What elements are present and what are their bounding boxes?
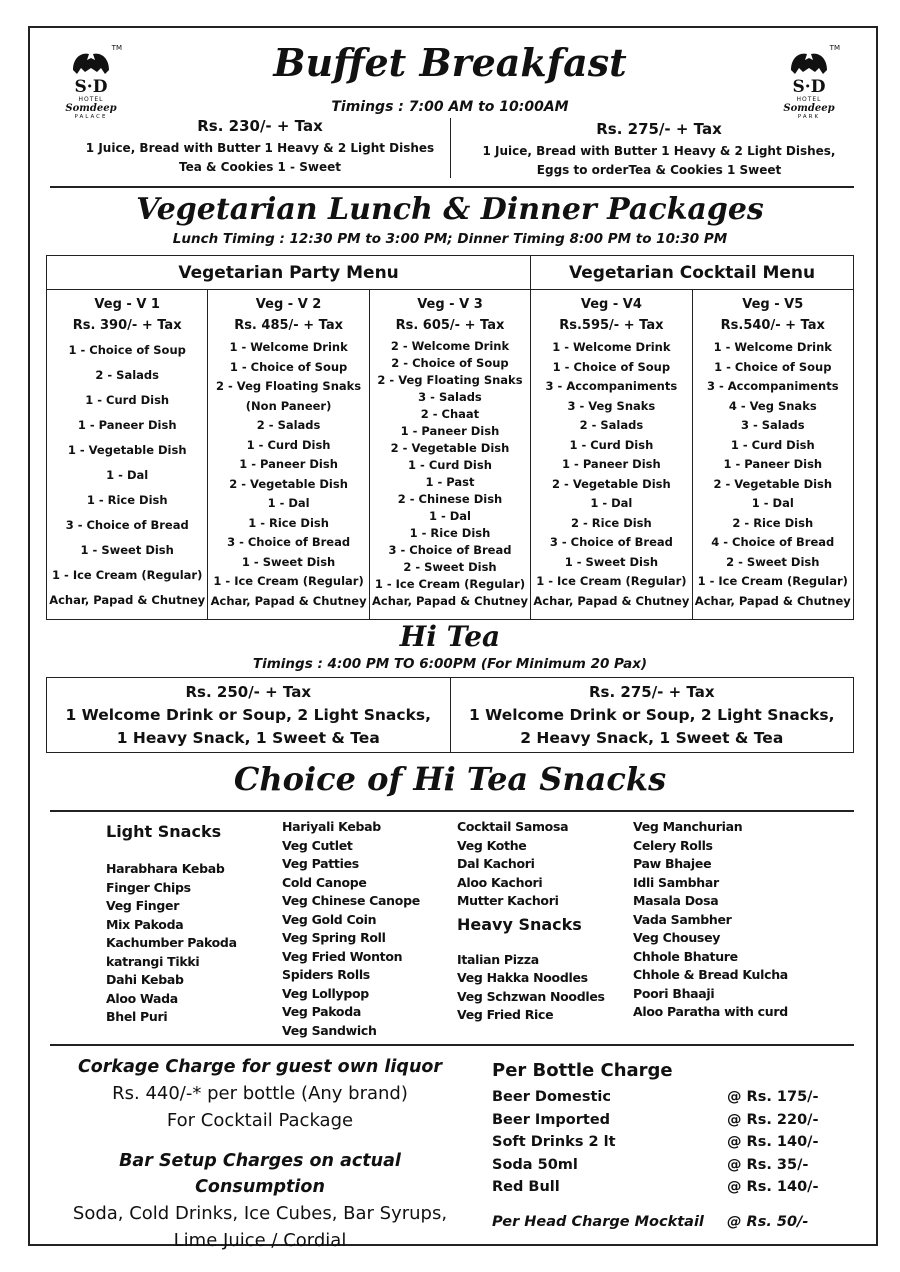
buffet-option-2 <box>462 120 856 180</box>
hi-tea-desc-line: 1 Welcome Drink or Soup, 2 Light Snacks, <box>65 705 431 724</box>
svg-text:S·D: S·D <box>792 77 826 96</box>
section-divider <box>50 186 854 188</box>
package-item: 1 - Welcome Drink <box>713 340 832 354</box>
buffet-price: Rs. 230/- + Tax <box>197 117 323 135</box>
package-item: Achar, Papad & Chutney <box>210 593 367 608</box>
corkage-line: Rs. 440/-* per bottle (Any brand) <box>112 1083 408 1104</box>
package-item: 2 - Vegetable Dish <box>390 441 510 455</box>
bar-setup-line: Soda, Cold Drinks, Ice Cubes, Bar Syrups, <box>72 1203 448 1224</box>
package-item: 2 - Vegetable Dish <box>229 476 348 491</box>
package-item: 1 - Sweet Dish <box>241 554 336 569</box>
snack-list <box>457 951 605 1025</box>
snack-item: Veg Finger <box>106 898 180 913</box>
svg-text:S·D: S·D <box>74 77 108 96</box>
package-item: 2 - Rice Dish <box>732 515 814 530</box>
snack-item: Harabhara Kebab <box>106 861 225 876</box>
package-item: 1 - Sweet Dish <box>564 554 659 569</box>
package-item: 1 - Dal <box>267 496 310 510</box>
snack-item: Veg Fried Wonton <box>282 948 403 964</box>
hi-tea-desc-line: 1 Welcome Drink or Soup, 2 Light Snacks, <box>469 705 835 724</box>
buffet-desc-line: Tea & Cookies 1 - Sweet <box>179 160 341 174</box>
package-item: 4 - Veg Snaks <box>728 398 817 413</box>
package-item: 3 - Veg Snaks <box>567 398 656 413</box>
package-item: 1 - Dal <box>751 496 794 510</box>
party-menu-header: Vegetarian Party Menu <box>47 256 531 290</box>
package-item: 2 - Chinese Dish <box>397 492 503 506</box>
snack-list <box>633 818 788 1022</box>
logo-name: Somdeep <box>65 103 117 114</box>
section-divider <box>50 1044 854 1046</box>
package-item: 1 - Paneer Dish <box>400 424 500 438</box>
package-item: 2 - Rice Dish <box>571 515 652 530</box>
package-items <box>47 338 207 613</box>
bottle-item: Beer Imported <box>492 1111 611 1128</box>
package-v2 <box>208 290 369 620</box>
mocktail-price: @ Rs. 50/- <box>727 1213 809 1230</box>
buffet-price: Rs. 275/- + Tax <box>596 120 722 138</box>
package-price: Rs.540/- + Tax <box>720 318 825 333</box>
bottle-price: @ Rs. 175/- <box>727 1089 819 1105</box>
trademark-mark: TM <box>829 44 840 52</box>
snack-item: Veg Pakoda <box>282 1004 361 1019</box>
package-item: 2 - Vegetable Dish <box>552 476 671 491</box>
package-name: Veg - V 2 <box>255 297 322 312</box>
section-divider <box>50 810 854 812</box>
package-item: 3 - Salads <box>418 390 482 404</box>
package-name: Veg - V5 <box>742 297 804 312</box>
snack-item: Veg Chousey <box>633 930 721 945</box>
trademark-mark: TM <box>111 44 122 52</box>
bottle-row <box>492 1109 852 1132</box>
bottle-item: Beer Domestic <box>492 1089 611 1105</box>
hi-tea-option-2 <box>450 678 854 753</box>
snack-item: Kachumber Pakoda <box>106 935 237 950</box>
bottle-item: Soft Drinks 2 lt <box>492 1134 616 1150</box>
package-item: 1 - Rice Dish <box>409 526 491 540</box>
snack-item: Veg Kothe <box>457 837 527 853</box>
snack-item: Aloo Wada <box>106 990 178 1006</box>
logo-hotel-text: HOTEL <box>796 96 822 103</box>
buffet-desc-line: Eggs to orderTea & Cookies 1 Sweet <box>536 163 782 177</box>
bottle-row <box>492 1154 852 1177</box>
bottle-price: @ Rs. 35/- <box>727 1156 809 1173</box>
snack-item: Veg Schzwan Noodles <box>457 988 605 1004</box>
package-item: 1 - Welcome Drink <box>552 340 671 354</box>
package-item: 3 - Choice of Bread <box>549 535 673 549</box>
package-item: 1 - Curd Dish <box>246 437 331 452</box>
package-price: Rs. 390/- + Tax <box>72 318 182 333</box>
bottle-price: @ Rs. 140/- <box>727 1134 819 1150</box>
snack-item: Veg Spring Roll <box>282 930 386 945</box>
package-price: Rs. 485/- + Tax <box>234 318 343 333</box>
snack-column-2 <box>282 818 420 1040</box>
hi-tea-option-1 <box>47 678 451 753</box>
snack-item: Idli Sambhar <box>633 874 719 890</box>
package-item: 3 - Choice of Bread <box>388 543 512 557</box>
snack-item: Veg Lollypop <box>282 985 369 1001</box>
bar-setup-heading: Bar Setup Charges on actual Consumption <box>119 1151 401 1197</box>
snack-item: Bhel Puri <box>106 1009 168 1024</box>
package-name: Veg - V 3 <box>417 297 483 312</box>
per-bottle-heading: Per Bottle Charge <box>492 1060 673 1081</box>
package-item: 3 - Choice of Bread <box>227 535 351 549</box>
snack-item: Celery Rolls <box>633 837 713 853</box>
package-item: 1 - Dal <box>590 496 633 510</box>
snack-item: Cold Canope <box>282 874 367 890</box>
snack-item: Veg Sandwich <box>282 1022 377 1038</box>
package-item: 2 - Sweet Dish <box>726 554 820 569</box>
veg-menu-table <box>46 255 854 620</box>
snack-item: Poori Bhaaji <box>633 985 715 1001</box>
package-item: 1 - Rice Dish <box>86 493 168 507</box>
snack-item: Chhole Bhature <box>633 948 738 964</box>
package-item: (Non Paneer) <box>245 398 332 413</box>
package-item: 1 - Paneer Dish <box>723 457 823 471</box>
package-item: 2 - Welcome Drink <box>390 339 510 353</box>
package-price: Rs.595/- + Tax <box>559 318 664 333</box>
package-item: 1 - Choice of Soup <box>229 359 348 374</box>
package-item: 1 - Paneer Dish <box>77 418 177 432</box>
package-item: 2 - Salads <box>256 418 321 432</box>
snacks-title: Choice of Hi Tea Snacks <box>233 760 667 798</box>
bottle-row <box>492 1086 852 1109</box>
snack-item: Mix Pakoda <box>106 916 184 932</box>
veg-timing: Lunch Timing : 12:30 PM to 3:00 PM; Dinner Timing 8:00 PM to 10:30 PM <box>172 231 728 247</box>
heavy-snacks-heading: Heavy Snacks <box>457 914 582 934</box>
mocktail-row <box>492 1211 852 1234</box>
package-v5 <box>692 290 853 620</box>
snack-item: katrangi Tikki <box>106 953 200 969</box>
package-item: 3 - Salads <box>740 418 805 432</box>
package-item: 2 - Sweet Dish <box>403 560 497 574</box>
package-item: 1 - Sweet Dish <box>80 543 174 557</box>
package-items <box>693 338 853 611</box>
snack-item: Veg Fried Rice <box>457 1007 554 1022</box>
snack-item: Aloo Kachori <box>457 874 543 890</box>
bottle-item: Soda 50ml <box>492 1156 578 1173</box>
package-item: 1 - Ice Cream (Regular) <box>213 574 364 588</box>
buffet-title: Buffet Breakfast <box>273 40 627 85</box>
package-item: Achar, Papad & Chutney <box>533 593 690 608</box>
logo-sub: PALACE <box>74 114 108 120</box>
package-item: 3 - Accompaniments <box>706 379 839 393</box>
logo-sub: PARK <box>797 114 821 120</box>
snack-item: Veg Hakka Noodles <box>457 970 588 985</box>
package-item: 1 - Past <box>425 475 475 489</box>
buffet-desc-line: 1 Juice, Bread with Butter 1 Heavy & 2 Light Dishes, <box>482 144 836 158</box>
snack-item: Finger Chips <box>106 879 191 895</box>
snack-column-1 <box>106 818 237 1027</box>
package-item: 1 - Curd Dish <box>730 437 815 452</box>
snack-item: Chhole & Bread Kulcha <box>633 967 788 982</box>
logo-hotel-text: HOTEL <box>78 96 104 103</box>
snack-item: Veg Cutlet <box>282 837 353 853</box>
snack-item: Hariyali Kebab <box>282 819 381 834</box>
hi-tea-table <box>46 677 854 753</box>
package-items <box>370 338 530 610</box>
package-item: Achar, Papad & Chutney <box>372 594 528 608</box>
package-items <box>531 338 691 611</box>
package-item: 3 - Accompaniments <box>545 379 678 393</box>
mocktail-item: Per Head Charge Mocktail <box>492 1213 704 1230</box>
corkage-heading: Corkage Charge for guest own liquor <box>77 1057 443 1077</box>
hi-tea-price: Rs. 250/- + Tax <box>185 682 312 701</box>
bottle-row <box>492 1176 852 1199</box>
snack-item: Paw Bhajee <box>633 856 712 871</box>
bottle-price: @ Rs. 140/- <box>727 1179 819 1195</box>
package-item: 2 - Salads <box>579 418 644 432</box>
per-bottle-section <box>492 1058 852 1233</box>
snack-column-4 <box>633 818 788 1022</box>
package-item: 1 - Curd Dish <box>408 458 492 472</box>
hi-tea-desc-line: 2 Heavy Snack, 1 Sweet & Tea <box>520 728 784 747</box>
package-v3 <box>369 290 530 620</box>
light-snacks-heading: Light Snacks <box>106 822 222 841</box>
package-item: 1 - Welcome Drink <box>229 340 348 354</box>
bar-setup-line: Lime Juice / Cordial <box>173 1230 347 1251</box>
package-v4 <box>531 290 692 620</box>
package-item: 2 - Vegetable Dish <box>713 476 833 491</box>
package-item: 2 - Choice of Soup <box>391 356 509 370</box>
snack-list <box>457 818 605 911</box>
package-item: 2 - Veg Floating Snaks <box>216 379 362 393</box>
corkage-section <box>55 1054 465 1254</box>
snack-item: Dahi Kebab <box>106 972 184 987</box>
snack-list <box>106 860 237 1027</box>
package-item: 4 - Choice of Bread <box>711 535 835 549</box>
package-item: 1 - Rice Dish <box>248 515 329 530</box>
package-item: 1 - Ice Cream (Regular) <box>697 574 848 588</box>
snack-column-3 <box>457 818 605 1025</box>
package-item: 1 - Curd Dish <box>569 437 654 452</box>
corkage-line: For Cocktail Package <box>166 1110 354 1131</box>
package-item: 1 - Paneer Dish <box>562 457 661 471</box>
bottle-row <box>492 1131 852 1154</box>
hi-tea-timing: Timings : 4:00 PM TO 6:00PM (For Minimum 20 Pax) <box>252 656 648 672</box>
package-item: 1 - Choice of Soup <box>68 343 186 357</box>
veg-packages-title: Vegetarian Lunch & Dinner Packages <box>136 192 764 227</box>
buffet-divider <box>450 118 451 178</box>
snack-item: Vada Sambher <box>633 911 732 927</box>
package-item: 2 - Veg Floating Snaks <box>377 373 523 387</box>
snack-item: Veg Manchurian <box>633 819 743 834</box>
package-item: 1 - Curd Dish <box>85 393 170 407</box>
snack-item: Mutter Kachori <box>457 893 559 908</box>
snack-list <box>282 818 420 1040</box>
snack-item: Veg Patties <box>282 856 359 871</box>
snack-item: Italian Pizza <box>457 951 539 967</box>
snack-item: Veg Gold Coin <box>282 911 377 927</box>
package-item: 3 - Choice of Bread <box>65 518 189 532</box>
package-name: Veg - V4 <box>580 297 642 312</box>
snack-item: Cocktail Samosa <box>457 819 569 834</box>
snack-item: Veg Chinese Canope <box>282 893 420 908</box>
package-price: Rs. 605/- + Tax <box>395 318 505 333</box>
package-item: Achar, Papad & Chutney <box>694 593 851 608</box>
snack-item: Masala Dosa <box>633 893 719 908</box>
package-item: 1 - Dal <box>106 468 149 482</box>
package-item: 1 - Paneer Dish <box>239 457 338 471</box>
package-item: 1 - Choice of Soup <box>552 359 671 374</box>
hi-tea-title: Hi Tea <box>399 620 501 653</box>
snack-item: Dal Kachori <box>457 856 535 871</box>
buffet-option-1 <box>80 117 440 177</box>
package-item: 1 - Ice Cream (Regular) <box>52 568 203 582</box>
snack-item: Aloo Paratha with curd <box>633 1004 788 1019</box>
hi-tea-price: Rs. 275/- + Tax <box>588 682 715 701</box>
hi-tea-desc-line: 1 Heavy Snack, 1 Sweet & Tea <box>116 728 380 747</box>
package-item: Achar, Papad & Chutney <box>49 593 206 607</box>
package-item: 2 - Salads <box>95 368 159 382</box>
package-item: 1 - Dal <box>428 509 471 523</box>
cocktail-menu-header: Vegetarian Cocktail Menu <box>531 256 854 290</box>
package-item: 1 - Vegetable Dish <box>67 443 187 457</box>
package-item: 1 - Ice Cream (Regular) <box>536 574 687 588</box>
package-item: 1 - Choice of Soup <box>714 359 832 374</box>
package-items <box>208 338 368 611</box>
package-item: 2 - Chaat <box>420 407 480 421</box>
snack-item: Spiders Rolls <box>282 967 370 982</box>
buffet-timing: Timings : 7:00 AM to 10:00AM <box>331 99 569 115</box>
bottle-item: Red Bull <box>492 1179 560 1195</box>
logo-name: Somdeep <box>783 103 835 114</box>
package-name: Veg - V 1 <box>94 297 160 312</box>
package-v1 <box>47 290 208 620</box>
package-item: 1 - Ice Cream (Regular) <box>374 577 526 591</box>
buffet-desc-line: 1 Juice, Bread with Butter 1 Heavy & 2 Light Dishes <box>85 141 435 155</box>
bottle-price: @ Rs. 220/- <box>727 1111 819 1128</box>
